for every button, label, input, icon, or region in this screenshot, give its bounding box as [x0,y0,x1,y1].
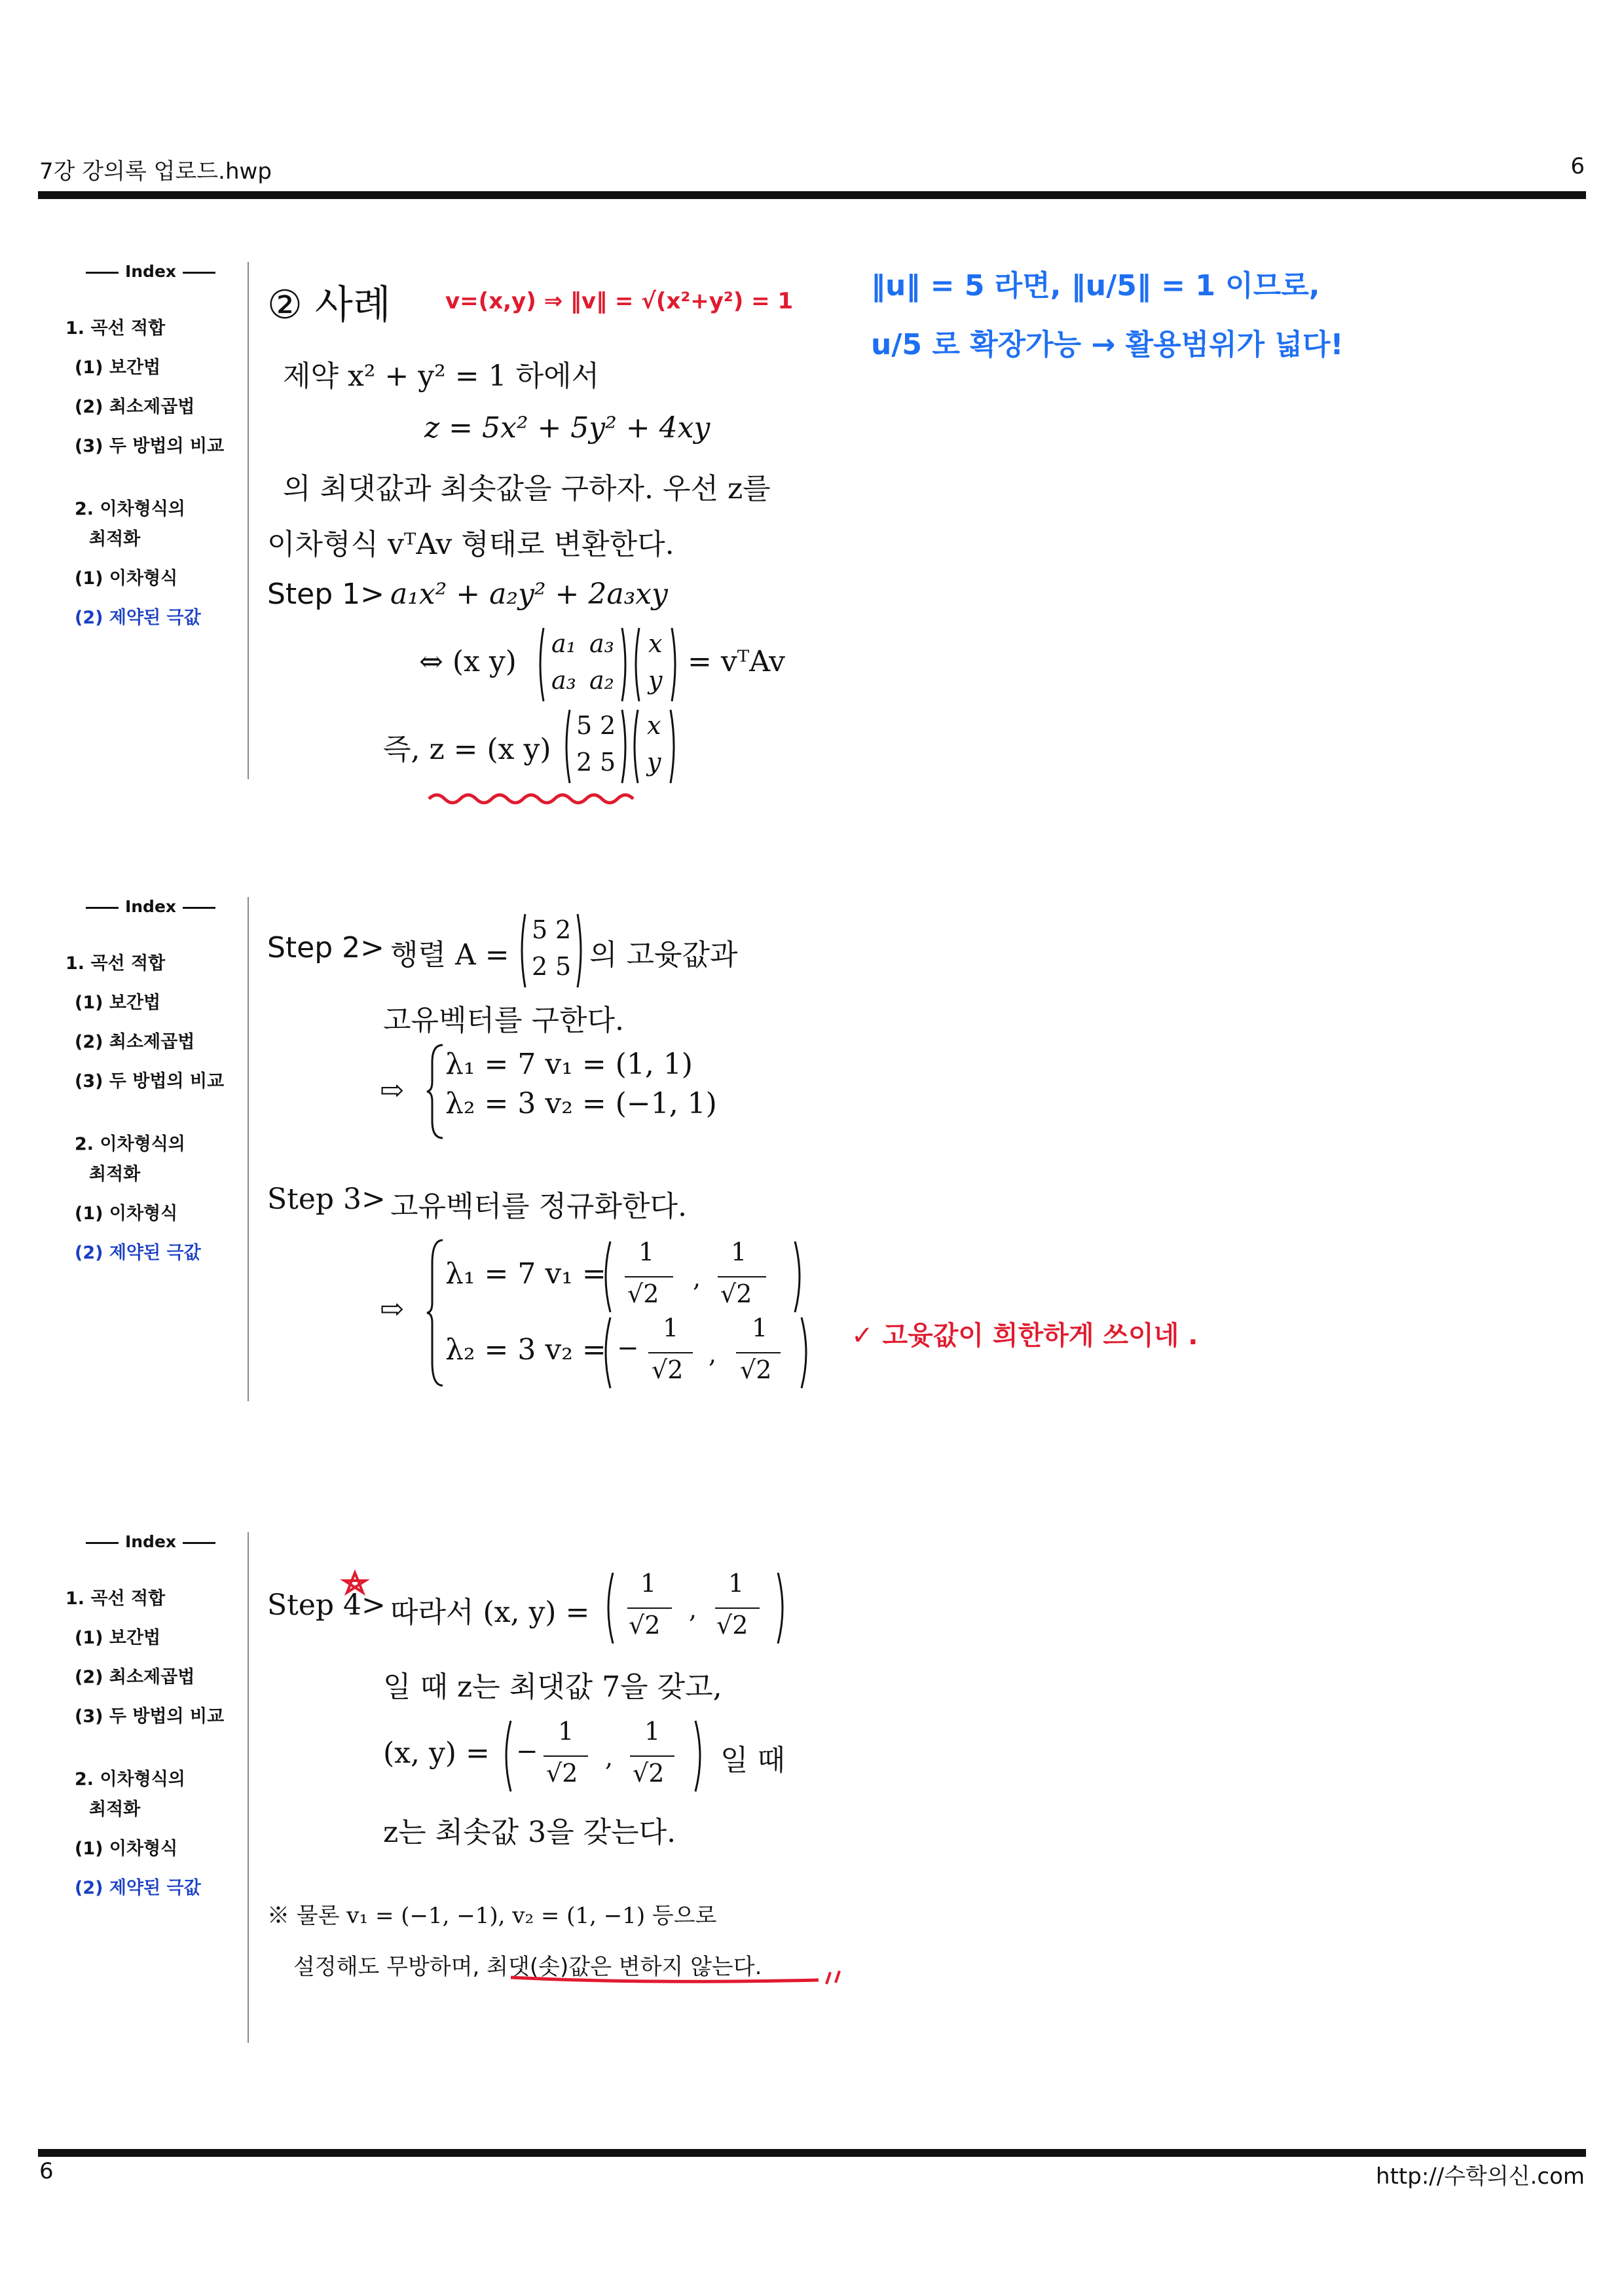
red-tick-note [826,1971,840,1984]
frac-den: √2 [740,1355,772,1384]
footer-page-number: 6 [39,2158,54,2184]
footer-rule [38,2149,1586,2157]
index-item-constrained-extrema: (2) 제약된 극값 [75,1243,201,1263]
frac-den: √2 [633,1759,665,1788]
frac-den: √2 [720,1279,752,1308]
step3-label: Step 3> [267,1183,386,1216]
blue-note-line-1: ‖u‖ = 5 라면, ‖u/5‖ = 1 이므로, [871,269,1320,303]
index-divider-3 [248,1532,249,2043]
step2-line-2: 고유벡터를 구한다. [383,1004,625,1037]
frac-num: 1 [640,1569,657,1598]
index-item-optimization: 최적화 [89,1164,141,1184]
header-page-number: 6 [1570,153,1585,179]
normalized-1-prefix: λ₁ = 7 v₁ = [445,1257,606,1291]
index-item-optimization: 최적화 [89,529,141,549]
normalized-2-prefix: λ₂ = 3 v₂ = [445,1333,606,1367]
index-item-least-squares: (2) 최소제곱법 [75,1667,195,1687]
index-title: Index [65,1532,236,1551]
step3-text: 고유벡터를 정규화한다. [390,1190,688,1223]
step4-line-3-prefix: (x, y) = [383,1736,490,1770]
footer-url[interactable]: http://수학의신.com [1376,2163,1585,2190]
frac-num: 1 [644,1717,661,1746]
index-panel-3 [65,1532,236,1913]
brace-normalized [426,1238,445,1388]
note-line-1: ※ 물론 v₁ = (−1, −1), v₂ = (1, −1) 등으로 [267,1903,717,1929]
index-item-curve-fit: 1. 곡선 적합 [65,953,166,974]
equiv-prefix: ⇔ (x y) [419,645,517,678]
step4-line-3-suffix: 일 때 [720,1744,785,1777]
index-divider-2 [248,897,249,1401]
index-item-curve-fit: 1. 곡선 적합 [65,318,166,339]
comma: , [693,1264,701,1293]
frac-num: 1 [752,1313,768,1342]
constraint-line: 제약 x² + y² = 1 하에서 [283,359,600,393]
index-item-constrained-extrema: (2) 제약된 극값 [75,608,201,628]
blue-note-line-2: u/5 로 확장가능 → 활용범위가 넓다! [871,328,1344,361]
red-wavy-underline [429,795,633,803]
step1-label: Step 1> [267,578,385,611]
matrix-a: 5 2 2 5 [519,911,584,990]
index-item-least-squares: (2) 최소제곱법 [75,397,195,417]
step4-text: 따라서 (x, y) = [390,1596,590,1629]
eigen-2: λ₂ = 3 v₂ = (−1, 1) [445,1087,717,1120]
objective-function: z = 5x² + 5y² + 4xy [424,411,710,445]
step2-text-2: 의 고윳값과 [589,938,738,972]
step4-line-4: z는 최솟값 3을 갖는다. [383,1816,676,1849]
index-item-least-squares: (2) 최소제곱법 [75,1032,195,1052]
header-rule [38,191,1586,199]
vector-xy-1: x y [633,625,678,704]
frac-num: 1 [663,1313,679,1342]
frac-num: 1 [638,1238,655,1266]
frac-num: 1 [558,1717,574,1746]
frac-num: 1 [728,1569,745,1598]
comma: , [689,1595,697,1624]
index-panel-2 [65,897,236,1277]
document-title: 7강 강의록 업로드.hwp [39,158,272,185]
vector-xy-2: x y [631,707,677,786]
ie-prefix: 즉, z = (x y) [383,733,551,766]
arrow-1: ⇨ [380,1074,404,1107]
minus-sign: − [516,1736,538,1767]
frac-den: √2 [629,1611,661,1640]
comma: , [709,1340,717,1368]
note-line-2: 설정해도 무방하며, 최댓(솟)값은 변하지 않는다. [293,1954,762,1980]
index-item-quadratic: 2. 이차형식의 [75,1769,185,1790]
eigen-1: λ₁ = 7 v₁ = (1, 1) [445,1048,693,1081]
index-item-curve-fit: 1. 곡선 적합 [65,1588,166,1609]
brace-eigen [426,1042,445,1141]
frac-den: √2 [716,1611,748,1640]
minus-sign: − [617,1333,639,1363]
index-item-compare: (3) 두 방법의 비교 [75,1706,225,1727]
comma: , [605,1743,614,1772]
problem-line: 의 최댓값과 최솟값을 구하자. 우선 z를 [283,472,771,505]
index-item-quadratic: 2. 이차형식의 [75,1134,185,1154]
index-divider-1 [248,262,249,779]
index-title: Index [65,897,236,916]
index-item-interpolation: (1) 보간법 [75,993,161,1013]
section-heading: ② 사례 [267,282,391,328]
matrix-a-general: a₁ a₃ a₃ a₂ [537,625,629,704]
index-item-quadratic-form: (1) 이차형식 [75,568,178,589]
index-item-quadratic: 2. 이차형식의 [75,499,185,519]
frac-den: √2 [652,1355,684,1384]
index-item-quadratic-form: (1) 이차형식 [75,1839,178,1859]
frac-num: 1 [731,1238,747,1266]
index-item-compare: (3) 두 방법의 비교 [75,1071,225,1092]
index-item-interpolation: (1) 보간법 [75,1628,161,1648]
step1-expression: a₁x² + a₂y² + 2a₃xy [390,578,668,611]
index-item-compare: (3) 두 방법의 비교 [75,436,225,456]
matrix-52: 5 2 2 5 [563,707,629,786]
index-item-constrained-extrema: (2) 제약된 극값 [75,1878,201,1898]
equiv-suffix: = vᵀAv [688,645,786,678]
index-panel-1 [65,262,236,642]
index-title: Index [65,262,236,281]
step2-label: Step 2> [267,931,385,964]
red-note-norm: v=(x,y) ⇒ ‖v‖ = √(x²+y²) = 1 [445,288,794,314]
index-item-quadratic-form: (1) 이차형식 [75,1203,178,1224]
step4-label: Step 4> [267,1588,386,1622]
step4-line-2: 일 때 z는 최댓값 7을 갖고, [383,1670,722,1704]
index-item-interpolation: (1) 보간법 [75,358,161,378]
frac-den: √2 [546,1759,578,1788]
quadratic-form-line: 이차형식 vᵀAv 형태로 변환한다. [267,528,674,561]
step2-text-1: 행렬 A = [390,938,509,972]
red-note-eigen: ✓ 고윳값이 희한하게 쓰이네 . [851,1321,1198,1351]
index-item-optimization: 최적화 [89,1799,141,1820]
arrow-2: ⇨ [380,1293,404,1326]
frac-den: √2 [627,1279,659,1308]
